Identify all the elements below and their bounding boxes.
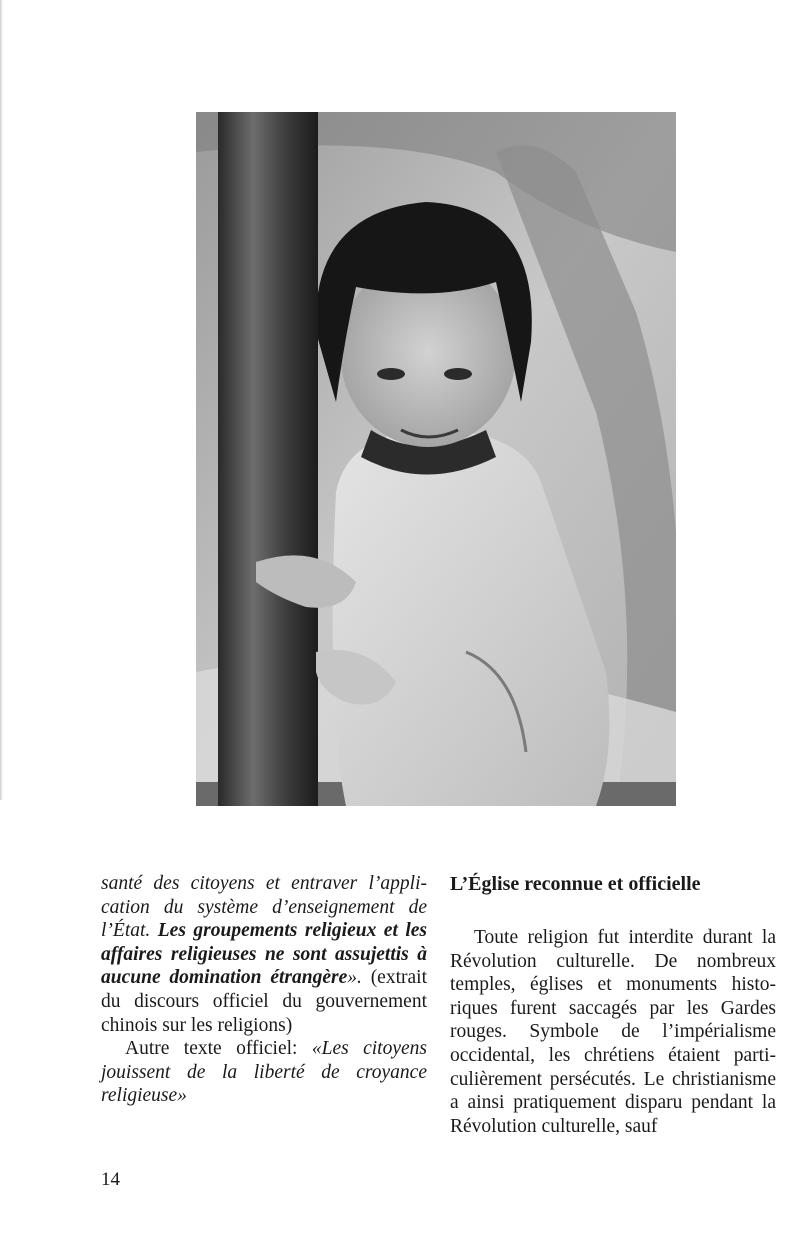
right-paragraph-1: Toute religion fut interdite durant la Révolution culturelle. De nombreux temples, églises et monuments historiques furent saccagés par les Gardes rouges. Symbole de l’impérialisme occidental, les chrétiens étaient particulièrement persécutés. Le christianisme a ainsi pratiquement disparu pendant la Révolution culturelle, sauf: [450, 927, 776, 1137]
quote-source: (extrait du discours officiel du gouvernement chinois sur les religions): [101, 967, 427, 1036]
quote-bold-italic: Les groupements religieux et les affaires religieuses ne sont assujettis à aucune domination étrangère: [101, 920, 428, 989]
quote-italic-part-b: ».: [347, 967, 362, 989]
right-column-text: [450, 872, 776, 1138]
section-heading: L’Église reconnue et officielle: [450, 873, 701, 895]
page-number: 14: [101, 1169, 120, 1190]
photo-child-at-pole: [196, 112, 676, 806]
photo-illustration: [196, 112, 676, 806]
quote-italic-part-a: santé des citoyens et entraver l’application du système d’enseignement de l’État.: [101, 873, 427, 942]
second-text-quote: «Les citoyens jouissent de la liberté de croyance religieuse»: [101, 1038, 427, 1107]
second-text-intro: Autre texte officiel:: [125, 1038, 312, 1060]
left-paragraph-1: [101, 872, 427, 1037]
left-paragraph-2: [101, 1037, 427, 1108]
left-column-text: [101, 872, 427, 1108]
page-edge-shadow: [0, 0, 3, 800]
